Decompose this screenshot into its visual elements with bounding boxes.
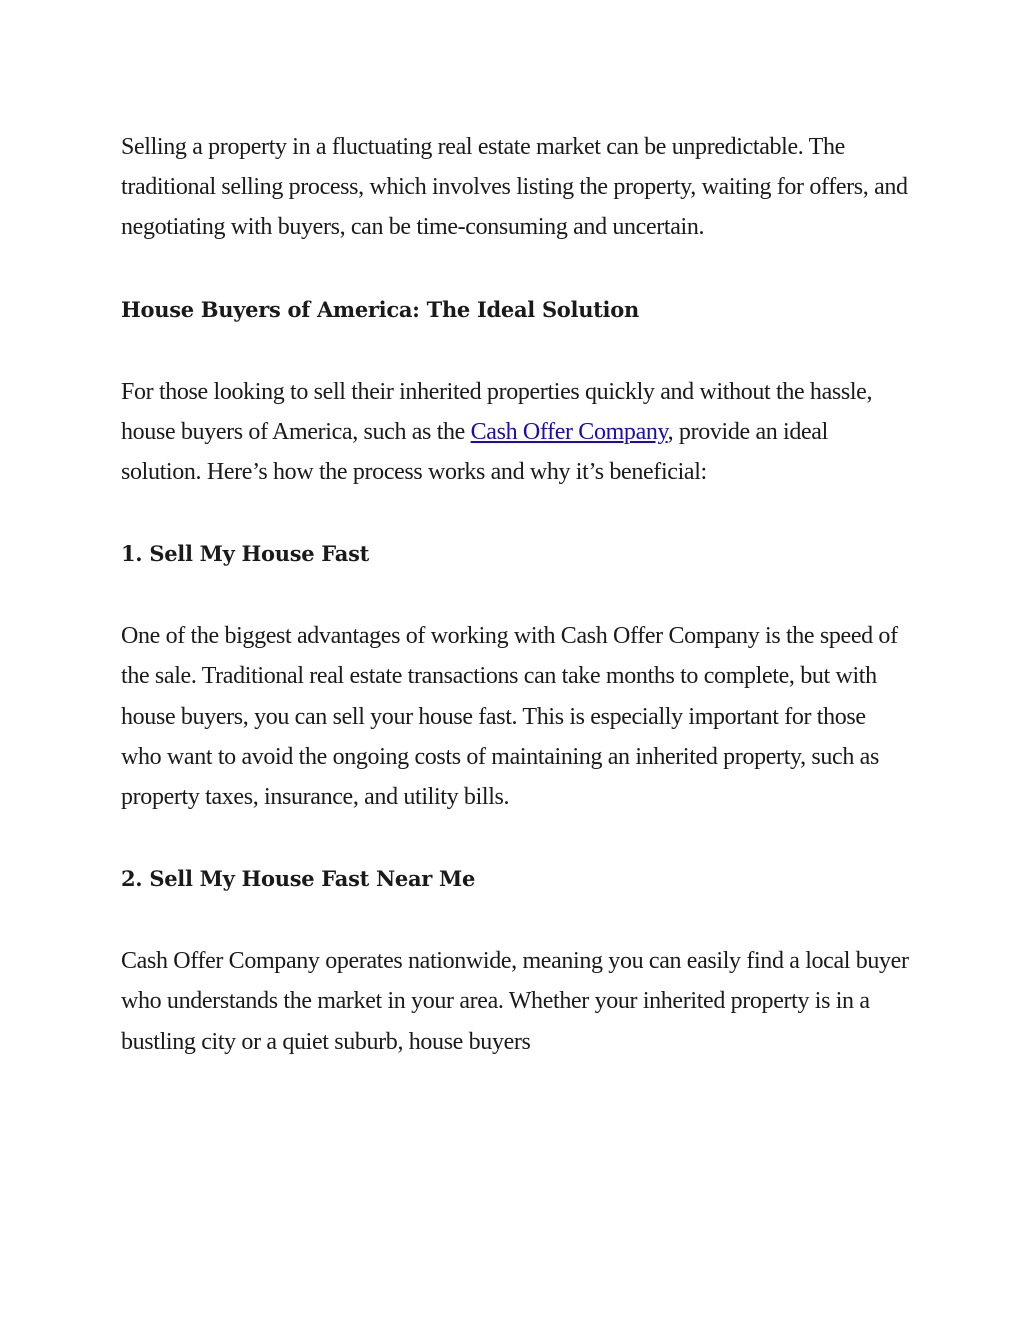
heading-ideal-solution: House Buyers of America: The Ideal Solution [121,296,639,322]
cash-offer-company-link[interactable]: Cash Offer Company [470,418,668,445]
sell-fast-paragraph: One of the biggest advantages of working with Cash Offer Company is the speed of the sale. Traditional real estate transactions can take months to complete, but with house buyers, you can sell your house fast. This is especially important for those who want to avoid the ongoing costs of maintaining an inherited property, such as property taxes, insurance, and utility bills. [121,623,898,811]
heading-sell-fast-near-me: 2. Sell My House Fast Near Me [121,866,476,892]
ideal-solution-paragraph [121,372,911,493]
heading-sell-fast: 1. Sell My House Fast [121,541,369,567]
ideal-text-before-link: For those looking to sell their inherited properties quickly and without the hassle, house buyers of America, such as the [121,378,873,445]
sell-fast-near-me-paragraph: Cash Offer Company operates nationwide, meaning you can easily find a local buyer who understands the market in your area. Whether your inherited property is in a bustling city or a quiet suburb, house buyers [121,948,909,1055]
ideal-text-after-link: , provide an ideal solution. Here’s how the process works and why it’s beneficial: [121,418,828,486]
document-page [121,127,911,1062]
intro-paragraph: Selling a property in a fluctuating real estate market can be unpredictable. The traditional selling process, which involves listing the property, waiting for offers, and negotiating with buyers, can be time-consuming and uncertain. [121,134,908,241]
